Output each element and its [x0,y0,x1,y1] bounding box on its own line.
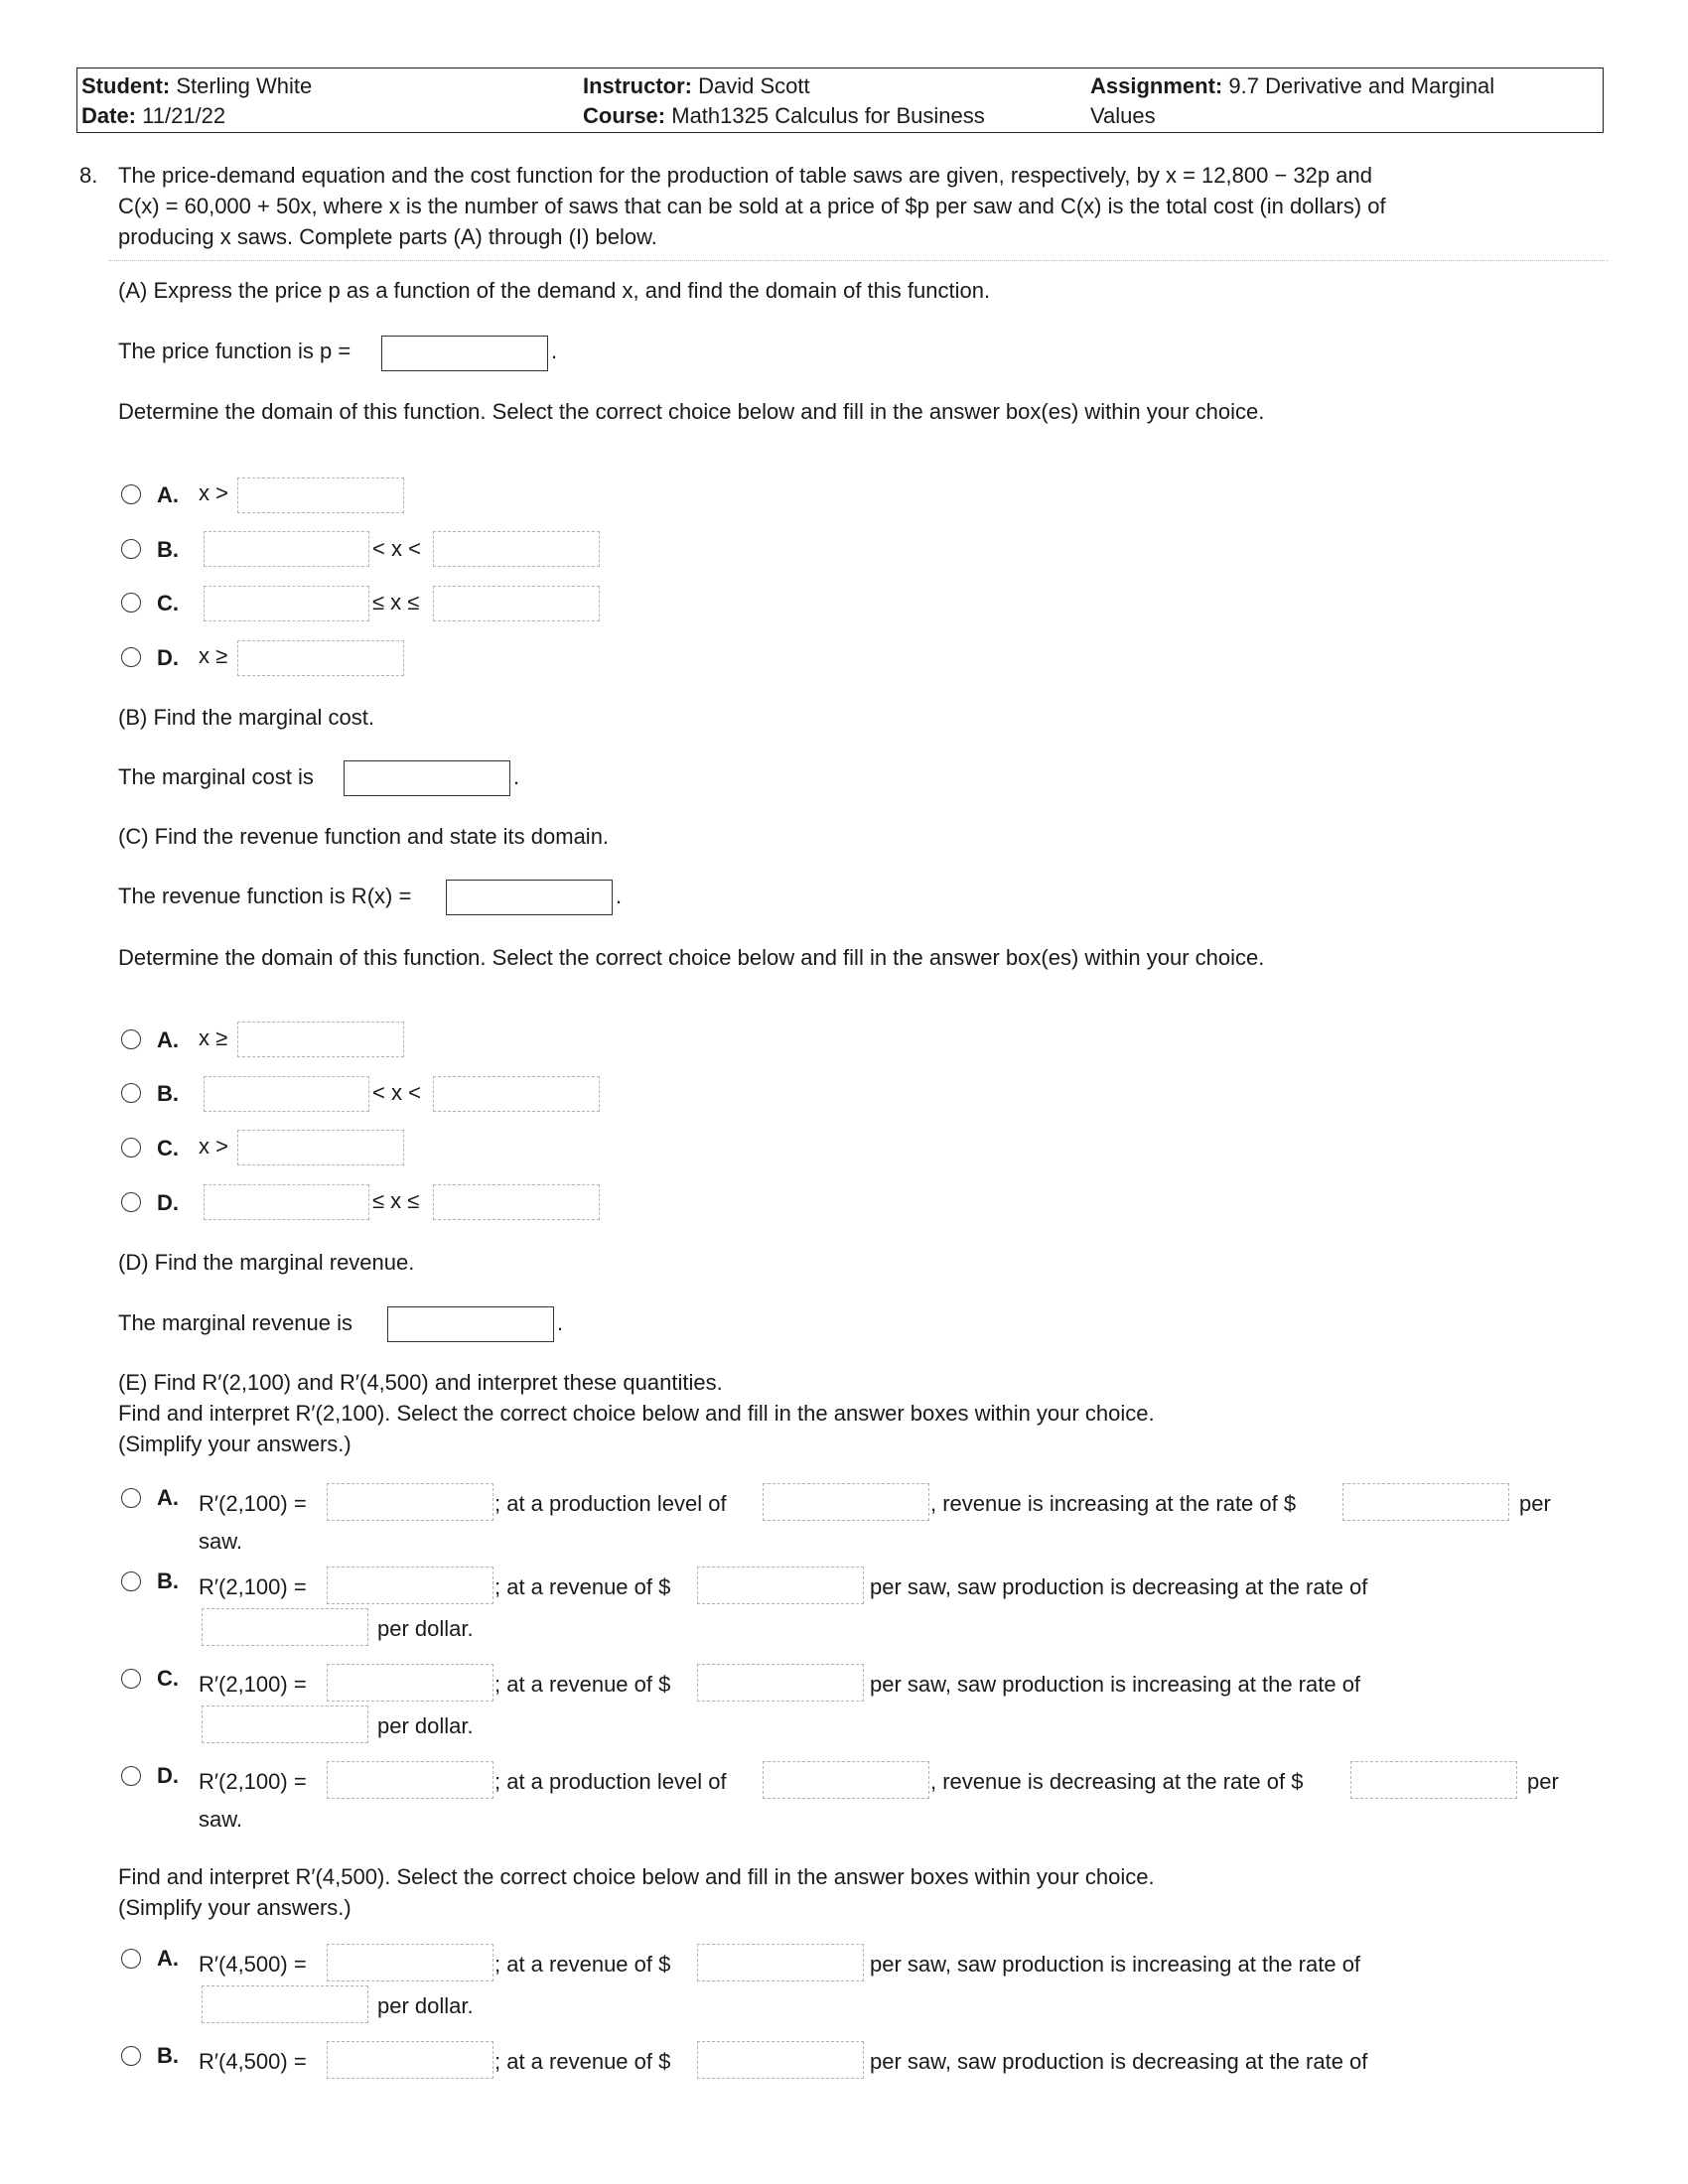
partA-choice-a-radio[interactable] [121,484,141,504]
per-dollar-text: per dollar. [377,1993,474,2018]
partC-choice-d-radio[interactable] [121,1192,141,1212]
period: . [513,764,520,789]
per-dollar-text: per dollar. [377,1616,474,1641]
partE1-choice-b-letter: B. [157,1569,179,1593]
partA-choice-a-symbol: x > [199,480,228,505]
partE1-choice-c-input-2[interactable] [697,1664,864,1702]
partA-choice-c-letter: C. [157,591,179,615]
partA-choice-a-input[interactable] [237,478,404,513]
marginal-cost-prompt: The marginal cost is [118,764,314,789]
partC-choice-c-symbol: x > [199,1134,228,1159]
prod-increasing-text: per saw, saw production is increasing at the rate of [870,1952,1361,1977]
partE1-choice-c-radio[interactable] [121,1669,141,1689]
partE1-choice-d-radio[interactable] [121,1766,141,1786]
partC-choice-b-symbol: < x < [372,1080,421,1105]
partE1-choice-b-input-1[interactable] [327,1567,493,1604]
at-revenue-text: ; at a revenue of $ [494,1574,671,1599]
partA-choice-a-letter: A. [157,482,179,507]
r2100-label: R′(2,100) = [199,1769,307,1794]
partE1-choice-b-input-3[interactable] [202,1608,368,1646]
partA-heading: (A) Express the price p as a function of the demand x, and find the domain of this function. [118,278,991,303]
period: . [616,884,623,908]
partE1-choice-a-input-1[interactable] [327,1483,493,1521]
partA-choice-c-radio[interactable] [121,593,141,613]
partE1-choice-d-input-1[interactable] [327,1761,493,1799]
partE1-choice-a-input-2[interactable] [763,1483,929,1521]
date-field: Date: 11/21/22 [81,103,226,128]
partC-choice-d-letter: D. [157,1190,179,1215]
course-field: Course: Math1325 Calculus for Business [583,103,985,128]
revenue-function-prompt: The revenue function is R(x) = [118,884,412,908]
problem-text: The price-demand equation and the cost function for the production of table saws are given, respectively, by x = 12,800 − 32p and C(x) = 60,000 + 50x, where x is the number of saws that can be sold at a price of $p per saw and C(x) is the total cost (in dollars) of producing x saws. Complete parts (A) through (I) below. [118,163,1386,249]
partC-choice-c-letter: C. [157,1136,179,1160]
marginal-revenue-prompt: The marginal revenue is [118,1310,353,1335]
r2100-label: R′(2,100) = [199,1574,307,1599]
partE1-choice-d-letter: D. [157,1763,179,1788]
saw-text: saw. [199,1807,243,1832]
partA-choice-b-letter: B. [157,537,179,562]
partC-choice-c-input[interactable] [237,1130,404,1165]
partE2-choice-a-radio[interactable] [121,1949,141,1969]
partE1-choice-d-input-3[interactable] [1350,1761,1517,1799]
partA-choice-d-symbol: x ≥ [199,643,228,668]
partC-choice-a-radio[interactable] [121,1029,141,1049]
prod-decreasing-text: per saw, saw production is decreasing at the rate of [870,2049,1368,2074]
per-dollar-text: per dollar. [377,1713,474,1738]
partD-heading: (D) Find the marginal revenue. [118,1250,415,1275]
at-revenue-text: ; at a revenue of $ [494,2049,671,2074]
partE2-choice-b-input-2[interactable] [697,2041,864,2079]
price-function-input[interactable] [381,336,548,371]
partC-choice-a-letter: A. [157,1027,179,1052]
r2100-label: R′(2,100) = [199,1672,307,1697]
partE2-choice-b-letter: B. [157,2043,179,2068]
partA-choice-c-input-upper[interactable] [433,586,600,621]
prod-decreasing-text: per saw, saw production is decreasing at the rate of [870,1574,1368,1599]
partE2-choice-a-input-1[interactable] [327,1944,493,1981]
price-function-prompt: The price function is p = [118,339,352,363]
period: . [557,1310,564,1335]
partE1-choice-b-input-2[interactable] [697,1567,864,1604]
partC-choice-b-radio[interactable] [121,1083,141,1103]
partE1-choice-c-letter: C. [157,1666,179,1691]
partA-choice-b-symbol: < x < [372,536,421,561]
partA-choice-c-symbol: ≤ x ≤ [372,590,420,614]
partA-choice-b-input-lower[interactable] [204,531,369,567]
rev-increasing-text: , revenue is increasing at the rate of $ [930,1491,1297,1516]
partC-choice-a-input[interactable] [237,1022,404,1057]
partE-sub2: Find and interpret R′(4,500). Select the correct choice below and fill in the answer boxes within your choice. (Simplify your answers.) [118,1864,1155,1920]
partA-choice-b-input-upper[interactable] [433,531,600,567]
partA-choice-c-input-lower[interactable] [204,586,369,621]
rev-decreasing-text: , revenue is decreasing at the rate of $ [930,1769,1304,1794]
partE1-choice-c-input-3[interactable] [202,1706,368,1743]
r2100-label: R′(2,100) = [199,1491,307,1516]
partE-intro: (E) Find R′(2,100) and R′(4,500) and interpret these quantities. Find and interpret R′(2,100). Select the correct choice below and fill in the answer boxes within your choice. (Simplify your answers.) [118,1370,1155,1456]
student-field: Student: Sterling White [81,73,313,98]
partA-choice-b-radio[interactable] [121,539,141,559]
partC-choice-d-input-lower[interactable] [204,1184,369,1220]
partE1-choice-a-input-3[interactable] [1342,1483,1509,1521]
at-revenue-text: ; at a revenue of $ [494,1672,671,1697]
partA-choice-d-input[interactable] [237,640,404,676]
partE1-choice-d-input-2[interactable] [763,1761,929,1799]
period: . [551,339,558,363]
revenue-function-input[interactable] [446,880,613,915]
partE1-choice-a-letter: A. [157,1485,179,1510]
partC-choice-d-symbol: ≤ x ≤ [372,1188,420,1213]
partC-choice-d-input-upper[interactable] [433,1184,600,1220]
instructor-field: Instructor: David Scott [583,73,810,98]
assignment-field-line2: Values [1090,103,1156,128]
partE1-choice-c-input-1[interactable] [327,1664,493,1702]
marginal-cost-input[interactable] [344,760,510,796]
at-revenue-text: ; at a revenue of $ [494,1952,671,1977]
partA-choice-d-radio[interactable] [121,647,141,667]
partE2-choice-a-input-3[interactable] [202,1985,368,2023]
partC-choice-b-letter: B. [157,1081,179,1106]
partC-choice-b-input-upper[interactable] [433,1076,600,1112]
per-text: per [1527,1769,1559,1794]
problem-number: 8. [79,163,98,188]
saw-text: saw. [199,1529,243,1554]
partE2-choice-a-letter: A. [157,1946,179,1971]
at-production-text: ; at a production level of [494,1769,727,1794]
marginal-revenue-input[interactable] [387,1306,554,1342]
r4500-label: R′(4,500) = [199,1952,307,1977]
partE2-choice-b-radio[interactable] [121,2046,141,2066]
partC-choice-b-input-lower[interactable] [204,1076,369,1112]
at-production-text: ; at a production level of [494,1491,727,1516]
partE2-choice-a-input-2[interactable] [697,1944,864,1981]
partE2-choice-b-input-1[interactable] [327,2041,493,2079]
header-box [76,68,1604,133]
divider [109,260,1609,261]
per-text: per [1519,1491,1551,1516]
partA-domain-prompt: Determine the domain of this function. Select the correct choice below and fill in the answer box(es) within your choice. [118,399,1265,424]
partE1-choice-b-radio[interactable] [121,1571,141,1591]
partC-domain-prompt: Determine the domain of this function. Select the correct choice below and fill in the answer box(es) within your choice. [118,945,1265,970]
partA-choice-d-letter: D. [157,645,179,670]
partC-choice-a-symbol: x ≥ [199,1025,228,1050]
prod-increasing-text: per saw, saw production is increasing at the rate of [870,1672,1361,1697]
partE1-choice-a-radio[interactable] [121,1488,141,1508]
r4500-label: R′(4,500) = [199,2049,307,2074]
partC-choice-c-radio[interactable] [121,1138,141,1158]
assignment-field: Assignment: 9.7 Derivative and Marginal [1090,73,1495,98]
partB-heading: (B) Find the marginal cost. [118,705,374,730]
partC-heading: (C) Find the revenue function and state its domain. [118,824,610,849]
